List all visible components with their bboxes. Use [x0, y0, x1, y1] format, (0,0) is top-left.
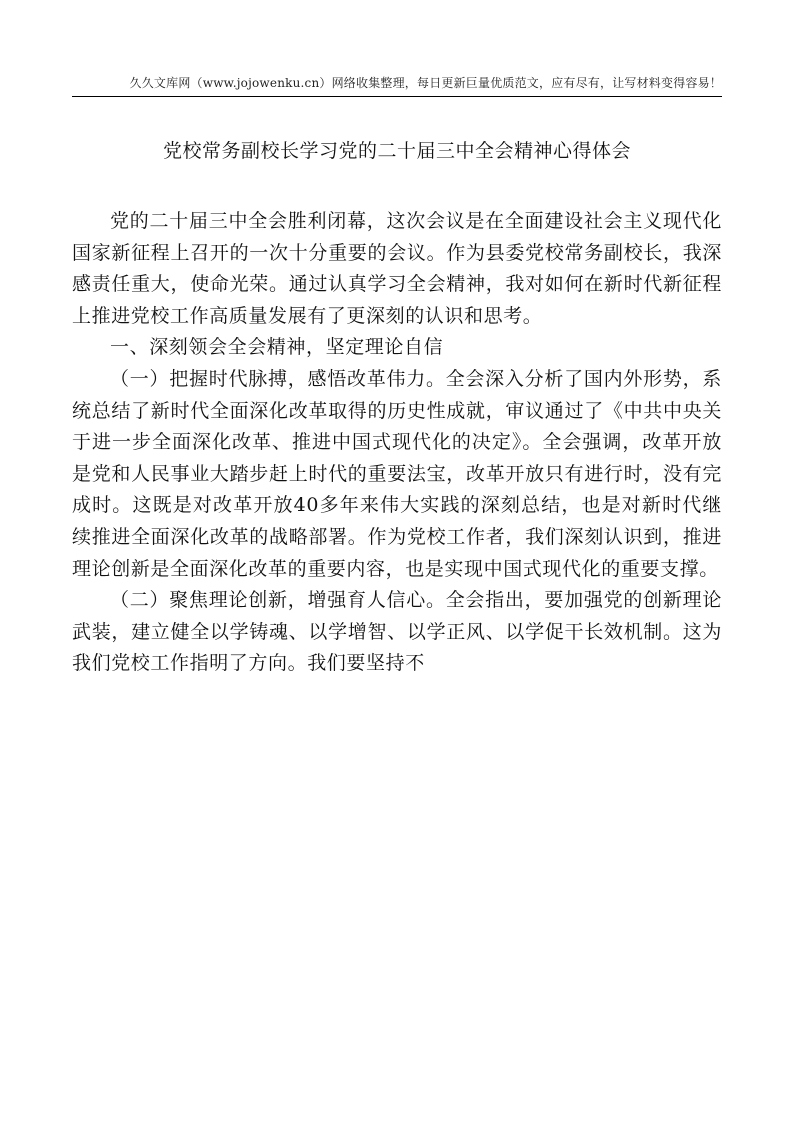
section-heading-1: 一、深刻领会全会精神，坚定理论自信 — [110, 336, 444, 359]
paragraph-section-1-1: （一）把握时代脉搏，感悟改革伟力。全会深入分析了国内外形势，系统总结了新时代全面深化改革取得的历史性成就，审议通过了《中共中央关于进一步全面深化改革、推进中国式现代化的决定》。全会强调，改革开放是党和人民事业大踏步赶上时代的重要法宝，改革开放只有进行时，没有完成时。这既是对改革开放40多年来伟大实践的深刻总结，也是对新时代继续推进全面深化改革的战略部署。作为党校工作者，我们深刻认识到，推进理论创新是全面深化改革的重要内容，也是实现中国式现代化的重要支撑。 — [72, 367, 722, 580]
document-body — [72, 206, 722, 680]
page-header — [72, 74, 722, 91]
paragraph-intro: 党的二十届三中全会胜利闭幕，这次会议是在全面建设社会主义现代化国家新征程上召开的一次十分重要的会议。作为县委党校常务副校长，我深感责任重大，使命光荣。通过认真学习全会精神，我对如何在新时代新征程上推进党校工作高质量发展有了更深刻的认识和思考。 — [72, 210, 722, 327]
paragraph-section-1-2: （二）聚焦理论创新，增强育人信心。全会指出，要加强党的创新理论武装，建立健全以学铸魂、以学增智、以学正风、以学促干长效机制。这为我们党校工作指明了方向。我们要坚持不 — [72, 589, 722, 675]
header-divider — [72, 96, 722, 97]
header-text: 久久文库网（www.jojowenku.cn）网络收集整理，每日更新巨量优质范文，应有尽有，让写材料变得容易！ — [129, 76, 722, 90]
document-title: 党校常务副校长学习党的二十届三中全会精神心得体会 — [162, 140, 631, 162]
